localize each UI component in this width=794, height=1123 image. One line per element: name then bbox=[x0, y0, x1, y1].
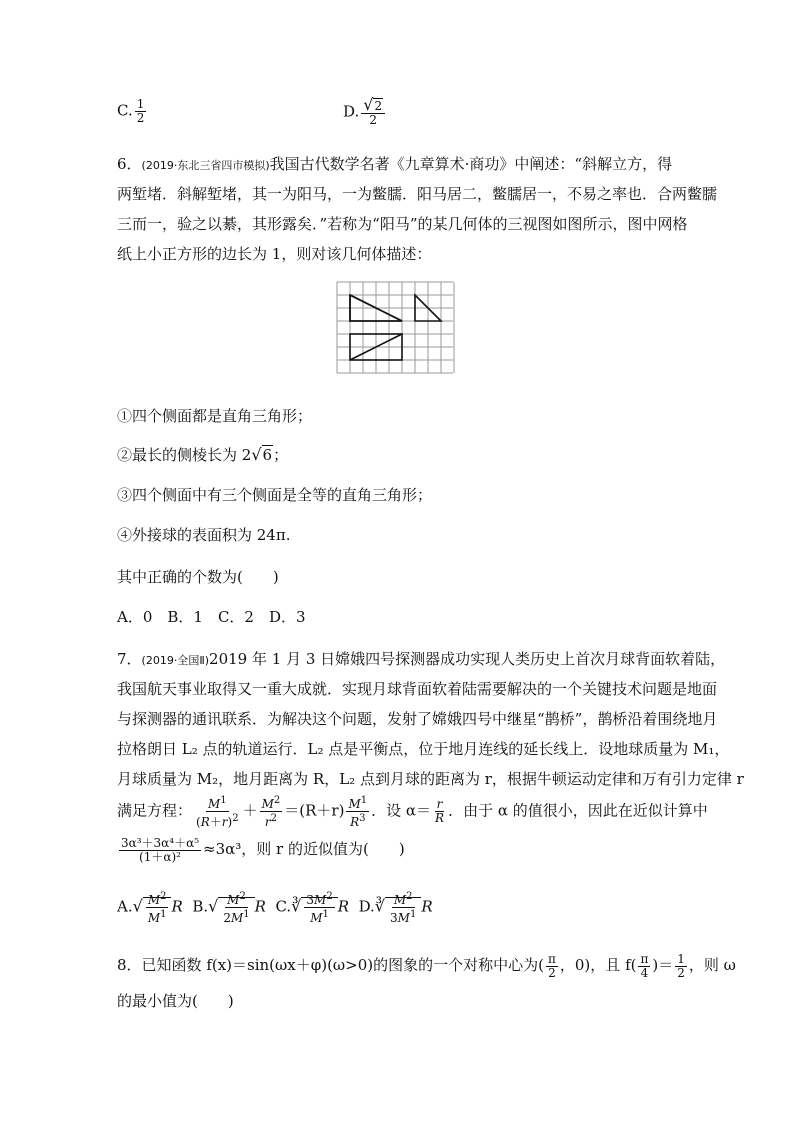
q7-equation-line: 满足方程： $\frac{M^1}{(R+r)^2}$ ＋ $\frac{M^2}{r^2}$ ＝(R＋r) $\frac{M^1}{R^3}$ ．设 α＝ $\frac{r}{R}$ ．由于 α 的值很小，因此在近似计算中 bbox=[117, 795, 708, 829]
q8-line-1: 8．已知函数 f(x)＝sin(ωx＋φ)(ω>0)的图象的一个对称中心为( $\frac{\pi}{2}$ ，0)，且 f( $\frac{\pi}{4}$ )＝ $\frac{1}{2}$ ，则 ω bbox=[117, 951, 736, 980]
three-view-figure bbox=[336, 281, 456, 383]
q6-source: (2019·东北三省四市模拟) bbox=[141, 159, 270, 172]
q6-statement-1: ①四个侧面都是直角三角形； bbox=[117, 407, 313, 425]
q6-question: 其中正确的个数为( ) bbox=[117, 568, 279, 586]
q7-number: 7． bbox=[117, 650, 142, 668]
q7-line-2: 我国航天事业取得又一重大成就．实现月球背面软着陆需要解决的一个关键技术问题是地面 bbox=[117, 680, 718, 698]
q7-approx-line: $\frac{\text{3α³＋3α⁴＋α⁵}}{\text{(1＋α)²}}$ ≈3α³，则 r 的近似值为( ) bbox=[121, 835, 405, 864]
q6-line-2: 两堑堵．斜解堑堵，其一为阳马，一为鳖臑．阳马居二，鳖臑居一，不易之率也．合两鳖臑 bbox=[117, 185, 718, 203]
q6-line-4: 纸上小正方形的边长为 1，则对该几何体描述： bbox=[117, 245, 432, 263]
q7-line-5: 月球质量为 M₂，地月距离为 R，L₂ 点到月球的距离为 r，根据牛顿运动定律和万有引力定律 r bbox=[117, 770, 744, 788]
q6-statement-3: ③四个侧面中有三个侧面是全等的直角三角形； bbox=[117, 486, 433, 504]
q6-line-3: 三而一，验之以綦，其形露矣．”若称为“阳马”的某几何体的三视图如图所示，图中网格 bbox=[117, 215, 688, 233]
q7-options: A.√ $\frac{M^2}{M^1}$ R B.√ $\frac{M^2}{2M^1}$ R C.∛ $\frac{3M^2}{M^1}$ R D.∛ $\frac{M^2}{3M^1}$ R bbox=[117, 891, 433, 925]
q6-line-1: 6．(2019·东北三省四市模拟)我国古代数学名著《九章算术·商功》中阐述：“斜解立方，得 bbox=[117, 155, 673, 173]
q7-source: (2019·全国Ⅱ) bbox=[141, 654, 210, 667]
q7-line-1: 7．(2019·全国Ⅱ)2019 年 1 月 3 日嫦娥四号探测器成功实现人类历史上首次月球背面软着陆， bbox=[117, 650, 726, 668]
q5-option-c: C. $\frac{1}{2}$ bbox=[117, 97, 145, 125]
q6-options: A．0 B．1 C．2 D．3 bbox=[117, 608, 306, 626]
three-view-grid bbox=[336, 281, 456, 379]
q7-line-4: 拉格朗日 L₂ 点的轨道运行．L₂ 点是平衡点，位于地月连线的延长线上．设地球质量为 M₁， bbox=[117, 740, 730, 758]
q6-statement-4: ④外接球的表面积为 24π. bbox=[117, 526, 291, 544]
q5-option-d: D. $\frac{√2}{2}$ bbox=[343, 98, 387, 127]
q6-number: 6． bbox=[117, 155, 142, 173]
q6-statement-2: ②最长的侧棱长为 2√6； bbox=[117, 445, 289, 464]
q8-line-2: 的最小值为( ) bbox=[117, 992, 234, 1010]
q7-line-3: 与探测器的通讯联系．为解决这个问题，发射了嫦娥四号中继星“鹊桥”，鹊桥沿着围绕地月 bbox=[117, 710, 718, 728]
